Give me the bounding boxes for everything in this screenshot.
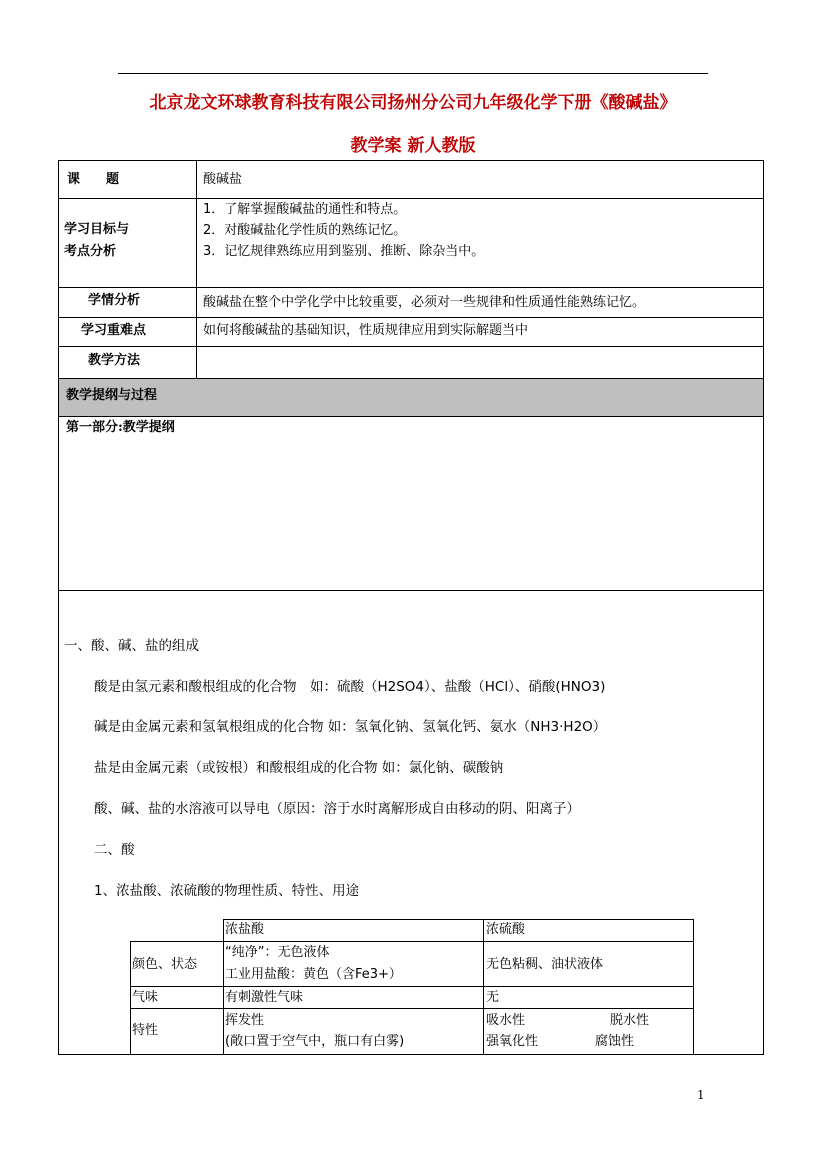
h2so4-property-oxidizing: 强氧化性 [486, 1034, 539, 1049]
row-divider [58, 287, 764, 288]
section1-heading: 一、酸、碱、盐的组成 [64, 638, 199, 654]
h2so4-property-corrosive: 腐蚀性 [595, 1034, 635, 1049]
page-number: 1 [697, 1088, 705, 1102]
section2-heading: 二、酸 [94, 842, 135, 858]
document-title-line2: 教学案 新人教版 [350, 136, 476, 156]
goal-item: 2．对酸碱盐化学性质的熟练记忆。 [203, 223, 407, 238]
key-points-value: 如何将酸碱盐的基础知识，性质规律应用到实际解题当中 [203, 323, 529, 338]
process-header: 教学提纲与过程 [66, 388, 158, 403]
h2so4-odor: 无 [486, 990, 500, 1005]
row-divider [58, 198, 764, 199]
conductivity-note: 酸、碱、盐的水溶液可以导电（原因：溶于水时离解形成自由移动的阴、阳离子） [94, 801, 580, 817]
col-header-hcl: 浓盐酸 [225, 922, 265, 937]
subsection1-heading: 1、浓盐酸、浓硫酸的物理性质、特性、用途 [94, 883, 360, 899]
analysis-value: 酸碱盐在整个中学化学中比较重要，必须对一些规律和性质通性能熟练记忆。 [203, 295, 646, 310]
row-label-odor: 气味 [132, 990, 159, 1005]
header-rule [118, 73, 708, 74]
acid-definition: 酸是由氢元素和酸根组成的化合物 如：硫酸（H2SO4）、盐酸（HCl）、硝酸(HNO3) [94, 679, 606, 695]
goals-label-line2: 考点分析 [64, 244, 117, 259]
row-divider [130, 941, 694, 942]
row-divider [130, 1008, 694, 1009]
h2so4-property-hygroscopic: 吸水性 [486, 1013, 526, 1028]
method-label: 教学方法 [88, 353, 141, 368]
col-header-h2so4: 浓硫酸 [486, 922, 526, 937]
salt-definition: 盐是由金属元素（或铵根）和酸根组成的化合物 如：氯化钠、碳酸钠 [94, 760, 504, 776]
row-divider [58, 378, 764, 379]
key-points-label: 学习重难点 [81, 323, 147, 338]
column-divider [223, 919, 224, 1055]
column-divider [693, 919, 694, 1055]
row-divider [58, 416, 764, 417]
column-divider [483, 919, 484, 1055]
analysis-label: 学情分析 [88, 293, 141, 308]
h2so4-state: 无色粘稠、油状液体 [486, 957, 604, 972]
topic-label: 课 题 [67, 172, 120, 187]
row-divider [58, 590, 764, 591]
column-divider [130, 941, 131, 1055]
column-divider [196, 160, 197, 378]
row-divider [223, 919, 694, 920]
document-title-line1: 北京龙文环球教育科技有限公司扬州分公司九年级化学下册《酸碱盐》 [149, 93, 677, 113]
goals-label-line1: 学习目标与 [64, 222, 130, 237]
acid-comparison-table [130, 919, 694, 1055]
row-divider [130, 986, 694, 987]
topic-value: 酸碱盐 [203, 172, 243, 187]
hcl-property-note: (敞口置于空气中，瓶口有白雾) [225, 1034, 405, 1049]
h2so4-property-dehydrating: 脱水性 [610, 1013, 650, 1028]
row-divider [58, 317, 764, 318]
hcl-industrial-state: 工业用盐酸：黄色（含Fe3+） [225, 967, 402, 982]
hcl-property-volatile: 挥发性 [225, 1013, 265, 1028]
goal-item: 3．记忆规律熟练应用到鉴别、推断、除杂当中。 [203, 244, 485, 259]
goal-item: 1．了解掌握酸碱盐的通性和特点。 [203, 202, 407, 217]
row-divider [130, 1054, 694, 1055]
row-label-color-state: 颜色、状态 [132, 957, 198, 972]
hcl-odor: 有刺激性气味 [225, 990, 304, 1005]
hcl-pure-state: “纯净”：无色液体 [225, 945, 330, 960]
base-definition: 碱是由金属元素和氢氧根组成的化合物 如：氢氧化钠、氢氧化钙、氨水（NH3·H2O） [94, 719, 607, 735]
row-label-properties: 特性 [132, 1023, 159, 1038]
part1-heading: 第一部分:教学提纲 [66, 420, 175, 435]
row-divider [58, 346, 764, 347]
